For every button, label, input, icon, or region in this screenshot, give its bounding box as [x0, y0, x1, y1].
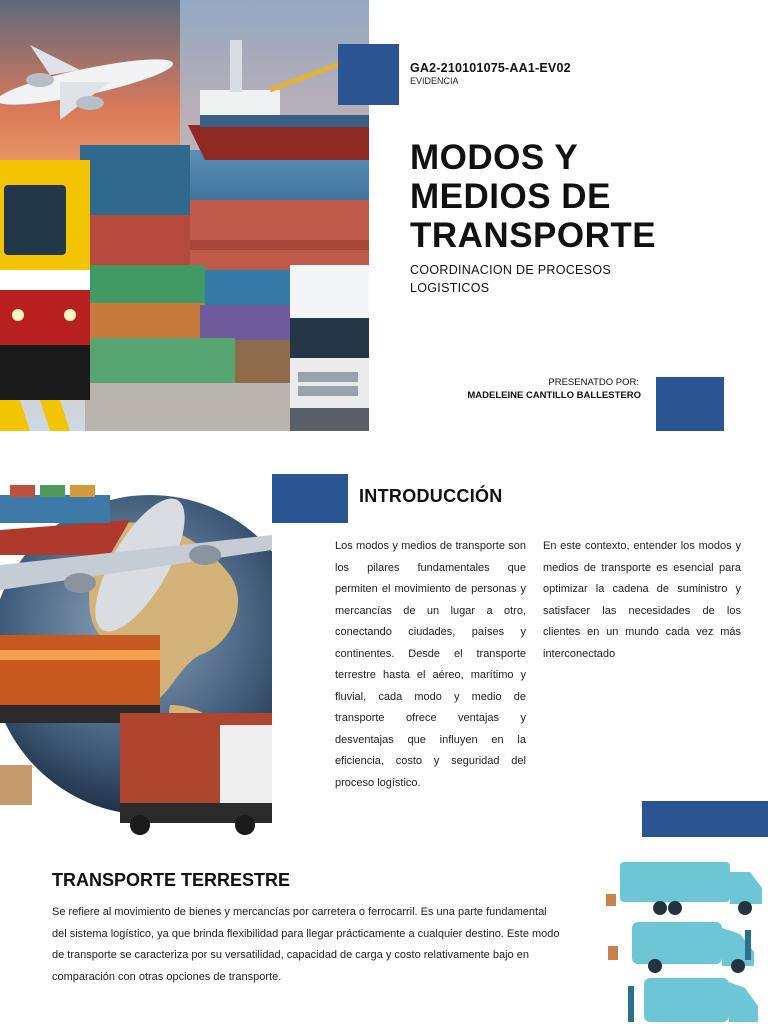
introduction-column-1: Los modos y medios de transporte son los pilares fundamentales que permiten el movimiento de personas y mercancías de un lugar a otro, conectando ciudades, países y continentes. Desde el transporte terrestre hasta el aéreo, marítimo y fluvial, cada modo y medio de transporte ofrece ventajas y desventajas que influyen en la eficiencia, costo y seguridad del proceso logístico.	[335, 540, 526, 789]
title-line: TRANSPORTE	[410, 216, 657, 255]
land-transport-body: Se refiere al movimiento de bienes y mercancías por carretera o ferrocarril. Es una parte fundamental del sistema logístico, ya que brinda flexibilidad para llegar prácticamente a cualquier destino. Este modo de transporte se caracteriza por su versatilidad, capacidad de carga y costo relativamente bajo en comparación con otras opciones de transporte.	[52, 906, 560, 983]
page-subtitle: COORDINACION DE PROCESOS LOGISTICOS	[410, 263, 611, 295]
transport-collage-image	[0, 0, 369, 431]
decorative-square	[656, 377, 724, 431]
introduction-column-2: En este contexto, entender los modos y medios de transporte es esencial para optimizar la cadena de suministro y satisfacer las necesidades de los clientes en un mundo cada vez más interconectado	[543, 540, 741, 660]
globe-transport-image	[0, 455, 272, 837]
evidence-code: GA2-210101075-AA1-EV02	[410, 61, 571, 75]
page-title	[410, 138, 750, 255]
presenter-name: MADELEINE CANTILLO BALLESTERO	[467, 390, 641, 401]
evidence-label: EVIDENCIA	[410, 76, 459, 86]
introduction-heading: INTRODUCCIÓN	[359, 486, 503, 506]
delivery-vans-image	[600, 858, 768, 1024]
decorative-square	[642, 801, 768, 837]
land-transport-heading: TRANSPORTE TERRESTRE	[52, 870, 291, 890]
decorative-square	[272, 474, 348, 523]
presented-by-label: PRESENATDO POR:	[548, 377, 639, 388]
title-line: MEDIOS DE	[410, 177, 611, 216]
decorative-square	[338, 44, 399, 105]
title-line: MODOS Y	[410, 138, 579, 177]
